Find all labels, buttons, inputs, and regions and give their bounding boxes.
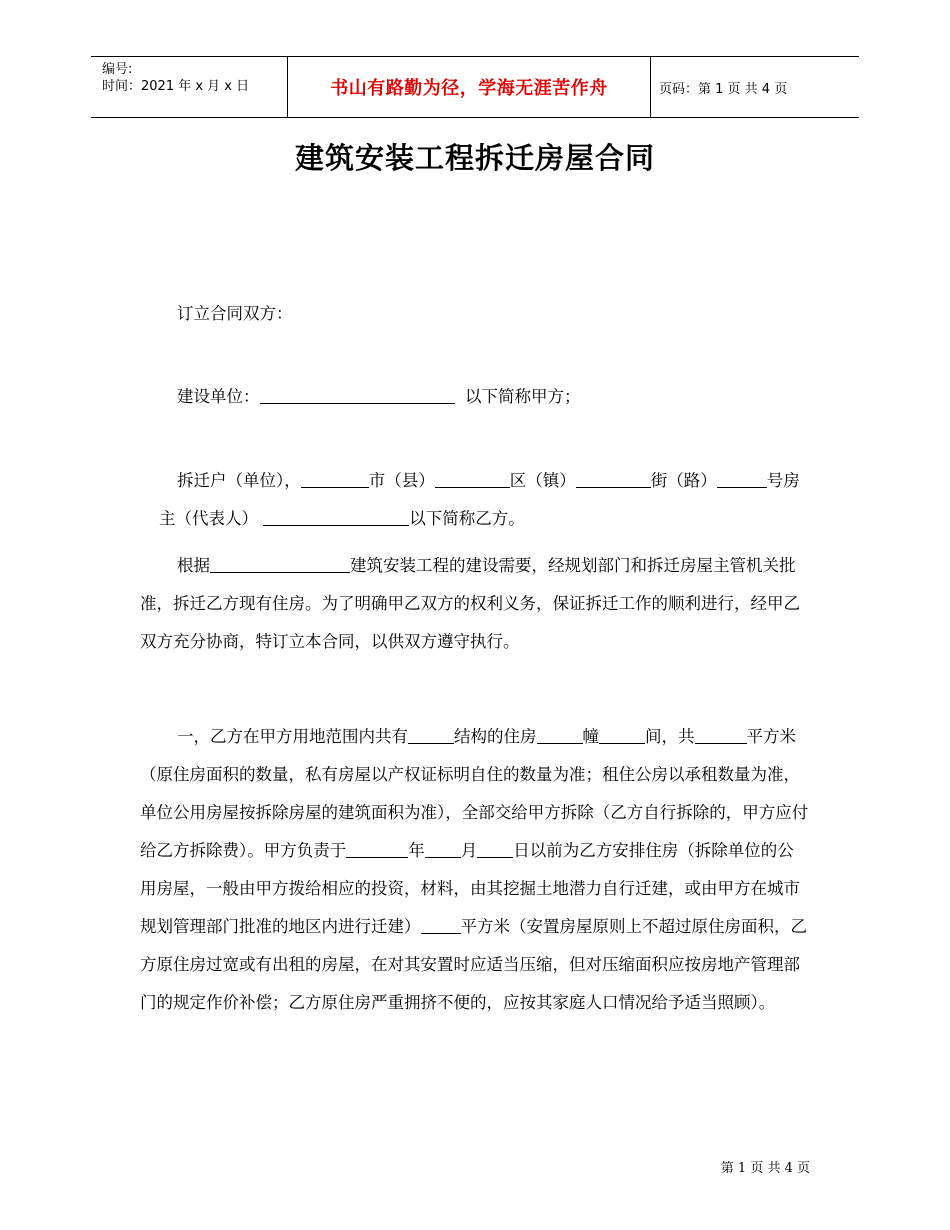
- clause1-t8: 日以前为乙方安排住房（拆除单位的公用房屋，一般由甲方拨给相应的投资，材料，由其挖掘土地潜力自行迁建，或由甲方在城市规划管理部门批准的地区内进行迁建）: [140, 841, 800, 936]
- document-header: [91, 56, 859, 118]
- relocation-t3: 区（镇）: [509, 471, 576, 490]
- year-blank: [346, 839, 408, 858]
- construction-unit-label: 建设单位：: [177, 387, 260, 406]
- clause1-t3: 幢: [582, 727, 599, 746]
- street-blank: [576, 469, 651, 488]
- clause1-t9: 平方米（安置房屋原则上不超过原住房面积，乙方原住房过宽或有出租的房屋，在对其安置时应适当压缩，但对压缩面积应按房地产管理部门的规定作价补偿；乙方原住房严重拥挤不便的，应按其家庭人口情况给予适当照顾）。: [140, 917, 807, 1012]
- clause-1: [140, 718, 810, 1022]
- relocation-t2: 市（县）: [368, 471, 435, 490]
- owner-blank: [263, 507, 409, 526]
- relocation-line-2: [140, 500, 820, 538]
- header-page-info: 页码：第 1 页 共 4 页: [659, 81, 788, 97]
- parties-intro-text: 订立合同双方：: [177, 304, 293, 323]
- basis-paragraph: [140, 547, 810, 661]
- district-blank: [435, 469, 510, 488]
- city-blank: [301, 469, 369, 488]
- relocation-t4: 街（路）: [650, 471, 717, 490]
- motto: 书山有路勤为径，学海无涯苦作舟: [330, 78, 608, 99]
- room-count-blank: [599, 725, 645, 744]
- relocation-t5: 号房: [766, 471, 800, 490]
- clause1-t1: 一，乙方在甲方用地范围内共有: [177, 727, 408, 746]
- clause1-t4: 间，共: [645, 727, 695, 746]
- area-blank: [695, 725, 747, 744]
- day-blank: [477, 839, 513, 858]
- relocation-t1: 拆迁户（单位），: [177, 471, 301, 490]
- relocation-paragraph: [140, 462, 820, 538]
- building-count-blank: [537, 725, 583, 744]
- house-number-blank: [717, 469, 767, 488]
- relocation-t6: 主（代表人）: [159, 509, 258, 528]
- resettlement-area-blank: [421, 915, 461, 934]
- structure-blank: [408, 725, 454, 744]
- header-motto-cell: [287, 57, 651, 117]
- relocation-line-1: [140, 462, 820, 500]
- parties-intro: [140, 295, 810, 333]
- number-label: 编号:: [102, 62, 133, 77]
- construction-unit-line: [140, 378, 810, 416]
- basis-t1: 根据: [177, 556, 210, 575]
- clause1-t2: 结构的住房: [454, 727, 537, 746]
- clause1-t6: 年: [408, 841, 425, 860]
- construction-unit-suffix: 以下简称甲方；: [465, 387, 581, 406]
- construction-unit-blank: [260, 385, 455, 404]
- clause1-t5: 平方米（原住房面积的数量，私有房屋以产权证标明自住的数量为准；租住公房以承租数量为准，单位公用房屋按拆除房屋的建筑面积为准），全部交给甲方拆除（乙方自行拆除的，甲方应付给乙方拆除费）。甲方负责于: [140, 727, 809, 860]
- month-blank: [425, 839, 461, 858]
- time-label: 时间：2021 年 x 月 x 日: [102, 79, 250, 94]
- clause1-t7: 月: [460, 841, 478, 860]
- header-meta: [91, 57, 287, 117]
- document-title: 建筑安装工程拆迁房屋合同: [294, 141, 655, 175]
- relocation-t7: 以下简称乙方。: [409, 509, 525, 528]
- project-blank: [210, 554, 350, 573]
- basis-t2: 建筑安装工程的建设需要，经规划部门和拆迁房屋主管机关批准，拆迁乙方现有住房。为了明确甲乙双方的权利义务，保证拆迁工作的顺利进行，经甲乙双方充分协商，特订立本合同，以供双方遵守执行。: [140, 556, 800, 651]
- page-footer: 第 1 页 共 4 页: [720, 1161, 810, 1176]
